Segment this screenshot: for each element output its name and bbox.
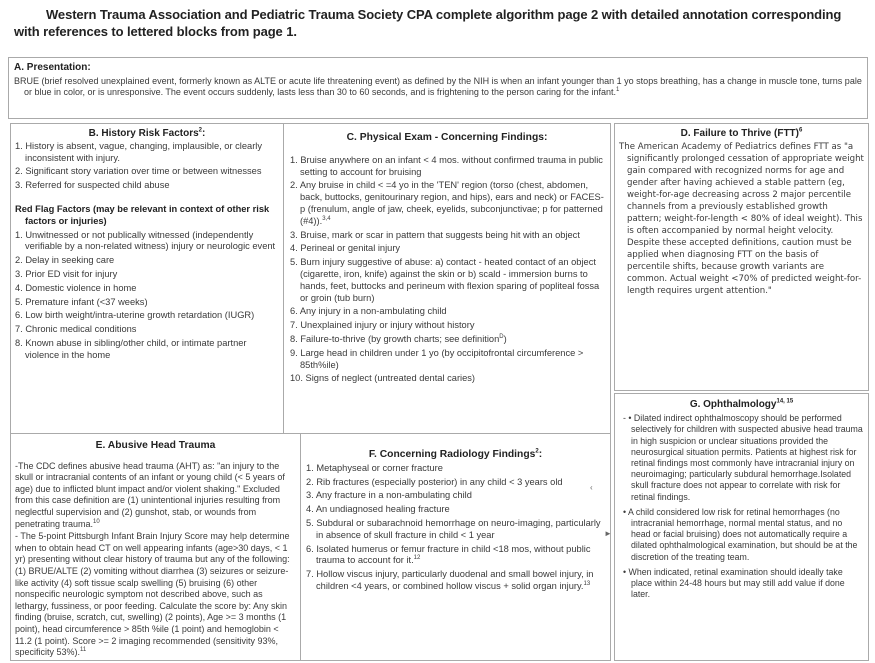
list-item-text: 10. Signs of neglect (untreated dental caries)	[290, 373, 476, 384]
list-item: 3. Prior ED visit for injury	[15, 268, 118, 279]
ophthalmology-list	[619, 413, 864, 600]
history-heading-text: B. History Risk Factors	[88, 128, 199, 139]
aht-pittsburgh-score	[15, 531, 296, 659]
presentation-text	[14, 76, 862, 99]
list-item: 2. Significant story variation over time or between witnesses	[15, 166, 262, 177]
physical-exam-box	[283, 123, 611, 434]
list-item	[290, 334, 604, 346]
list-item	[306, 463, 605, 475]
list-item	[306, 504, 605, 516]
reference-marker: 1	[616, 87, 620, 93]
list-item	[306, 569, 605, 593]
list-item	[290, 180, 604, 227]
arrow-right-icon: ►	[604, 529, 612, 538]
list-item: 1. History is absent, vague, changing, implausible, or clearly inconsistent with injury.	[15, 140, 263, 163]
list-item: • When indicated, retinal examination should ideally take place within 24-48 hours but may still add value if done later.	[623, 566, 845, 600]
ftt-text: The American Academy of Pediatrics defines FTT as "a significantly prolonged cessation of appropriate weight gain compared with recognized norms for age and gender after having achieved a stable pattern (eg, weight-for-age decreasing across 2 major percentile channels from a previously established growth pattern; weight-for-length < 80% of ideal weight). This is often accompanied by normal height velocity. Despite these accepted definitions, caution must be applied when diagnosing FTT on the basis of percentile shifts, because growth variants are common. Actual weight <70% of predicted weight-for-length requires urgent attention."	[619, 142, 864, 296]
reference-marker: 12	[413, 555, 421, 562]
presentation-heading: A. Presentation:	[14, 62, 91, 73]
reference-marker: 2	[535, 448, 539, 455]
list-item-text: 1. Bruise anywhere on an infant < 4 mos. without confirmed trauma in public setting to account for bruising	[290, 154, 603, 177]
red-flag-heading: Red Flag Factors (may be relevant in context of other risk factors or injuries)	[15, 203, 270, 226]
radiology-heading-text: F. Concerning Radiology Findings	[368, 449, 536, 460]
physical-exam-list	[290, 155, 604, 385]
heading-suffix: :	[202, 128, 206, 139]
radiology-heading	[306, 449, 605, 461]
list-item-text: 9. Large head in children under 1 yo (by occipitofrontal circumference > 85th%ile)	[290, 347, 584, 370]
reference-marker: 13	[583, 580, 591, 587]
list-item-text: 3. Any fracture in a non-ambulating child	[306, 490, 472, 501]
list-item-text: 3. Bruise, mark or scar in pattern that suggests being hit with an object	[290, 229, 580, 240]
heading-suffix: :	[538, 449, 543, 460]
aht-heading: E. Abusive Head Trauma	[95, 440, 216, 451]
presentation-box	[8, 57, 868, 119]
list-item: 6. Low birth weight/intra-uterine growth retardation (IUGR)	[15, 310, 255, 321]
list-item	[306, 490, 605, 502]
reference-marker: 10	[93, 518, 100, 525]
presentation-body: BRUE (brief resolved unexplained event, formerly known as ALTE or acute life threatening event) as defined by the NIH is when an infant younger than 1 yo stops breathing, has a change in muscle tone, turns pale or blue in color, or is unresponsive. The event occurs suddenly, lasts less than 30 to 60 seconds, and is frightening to the person caring for the infant.	[14, 75, 862, 97]
ophthalmology-heading	[619, 399, 864, 410]
list-item-suffix: )	[503, 333, 507, 344]
list-item-text: 4. An undiagnosed healing fracture	[306, 504, 450, 515]
list-item	[290, 243, 604, 255]
list-item: 3. Referred for suspected child abuse	[15, 180, 170, 191]
reference-marker: 2	[198, 127, 203, 134]
failure-to-thrive-box	[614, 123, 869, 391]
arrow-left-icon: ‹	[590, 483, 593, 492]
list-item: 2. Delay in seeking care	[15, 255, 115, 266]
list-item	[290, 306, 604, 318]
list-item	[290, 373, 604, 385]
history-risk-factors-box	[10, 123, 284, 434]
list-item: 7. Chronic medical conditions	[15, 324, 137, 335]
radiology-findings-box	[300, 433, 611, 661]
list-item-text: 5. Subdural or subarachnoid hemorrhage on neuro-imaging, particularly in absence of skull fracture in child < 1 year	[306, 517, 601, 540]
list-item	[290, 348, 604, 372]
reference-marker: D	[499, 333, 504, 340]
reference-marker: 6	[799, 127, 803, 134]
abusive-head-trauma-box	[10, 433, 301, 661]
red-flag-list	[15, 230, 279, 362]
page-title: Western Trauma Association and Pediatric Trauma Society CPA complete algorithm page 2 with detailed annotation corresponding with references to lettered blocks from page 1.	[14, 7, 842, 39]
physical-exam-heading: C. Physical Exam - Concerning Findings:	[346, 132, 548, 143]
list-item-text: 7. Unexplained injury or injury without history	[290, 320, 475, 331]
list-item	[290, 155, 604, 179]
list-item: • A child considered low risk for retinal hemorrhages (no intracranial hemorrhage, normal mental status, and no head or facial bruising) does not automatically require a dilated ophthalmological examination, but should be at the discretion of the treating team.	[623, 506, 858, 562]
list-item	[290, 320, 604, 332]
list-item-text: 2. Any bruise in child < =4 yo in the 'TEN' region (torso (chest, abdomen, back, buttocks, genitourinary region, and hips), ears and neck) or FACES-p (frenulum, angle of jaw, cheek, eyelids, subconjunctivae; p for patterned (#4)).	[290, 180, 604, 226]
list-item: 5. Premature infant (<37 weeks)	[15, 296, 148, 307]
reference-marker: 3,4	[322, 215, 331, 222]
list-item-text: 5. Burn injury suggestive of abuse: a) contact - heated contact of an object (cigarette, iron, knife) against the skin or b) scald - immersion burns to hands, feet, buttocks and perineum with flexion sparing of popliteal fossa or groin (tub burn)	[290, 257, 600, 303]
aht-definition	[15, 461, 296, 531]
history-heading	[15, 128, 279, 140]
list-item	[306, 544, 605, 568]
list-item	[306, 518, 605, 542]
list-item-text: 2. Rib fractures (especially posterior) in any child < 3 years old	[306, 476, 563, 487]
list-item: 8. Known abuse in sibling/other child, or intimate partner violence in the home	[15, 337, 247, 360]
history-list	[15, 141, 279, 192]
list-item-text: 7. Hollow viscus injury, particularly duodenal and small bowel injury, in children <4 years, or combined hollow viscus + solid organ injury.	[306, 569, 594, 591]
ophthalmology-heading-text: G. Ophthalmology	[689, 399, 777, 410]
list-item-text: 6. Isolated humerus or femur fracture in child <18 mos, without public trauma to account for it.	[306, 543, 591, 566]
list-item	[290, 257, 604, 304]
list-item-text: 8. Failure-to-thrive (by growth charts; see definition	[290, 333, 500, 344]
list-item	[306, 477, 605, 489]
list-item-text: 6. Any injury in a non-ambulating child	[290, 306, 447, 317]
list-item: 4. Domestic violence in home	[15, 282, 137, 293]
ftt-heading-text: D. Failure to Thrive (FTT)	[680, 128, 799, 139]
list-item: 1. Unwitnessed or not publically witnessed (independently verifiable by a non-related witness) injury or neurologic event	[15, 229, 276, 252]
list-item-text: 4. Perineal or genital injury	[290, 243, 401, 254]
radiology-list	[306, 463, 605, 593]
reference-marker: 11	[80, 647, 87, 654]
aht-pittsburgh-text: - The 5-point Pittsburgh Infant Brain Injury Score may help determine when to obtain head CT on well appearing infants (age>30 days, < 1 yr) presenting without clear history of trauma but any of the following: (1) BRUE/ALTE (2) vomiting without diarrhea (3) seizures or seizure-like activity (4) soft tissue scalp swelling (5) bruising (6) other nonspecific neurologic symptom not described above, such as lethargy, fussiness, or poor feeding. Calculate the score by: Any skin finding (bruise, scratch, cut, swelling) (2 points), Age >= 3 months (1 point), head circumference > 85th %ile (1 point) and hemoglobin < 11.2 (1 point). Score >= 2 imaging recommended (sensitivity 93%, specificity 53%).	[15, 531, 290, 658]
list-item-text: 1. Metaphyseal or corner fracture	[306, 462, 443, 473]
ophthalmology-box	[614, 393, 869, 661]
list-item: - • Dilated indirect ophthalmoscopy should be performed selectively for children with suspected abusive head trauma in high suspicion or unclear situations provided the neurosurgical situation permits. Patients at highest risk for retinal findings most commonly have intracranial injury on neuroimaging; particularly subdural hemorrhage.Isolated skull fracture does not appear to correlate with risk for retinal findings.	[623, 413, 863, 502]
ftt-heading	[619, 128, 864, 140]
list-item	[290, 230, 604, 242]
reference-marker: 14, 15	[776, 398, 794, 405]
aht-definition-text: -The CDC defines abusive head trauma (AHT) as: "an injury to the skull or intracranial contents of an infant or young child (< 5 years of age) due to inflicted blunt impact and/or violent shaking." Excluded from this case definition are (1) unintentional injuries resulting from neglectful supervision and (2) gunshot, stab, or wounds from penetrating trauma.	[15, 460, 285, 529]
